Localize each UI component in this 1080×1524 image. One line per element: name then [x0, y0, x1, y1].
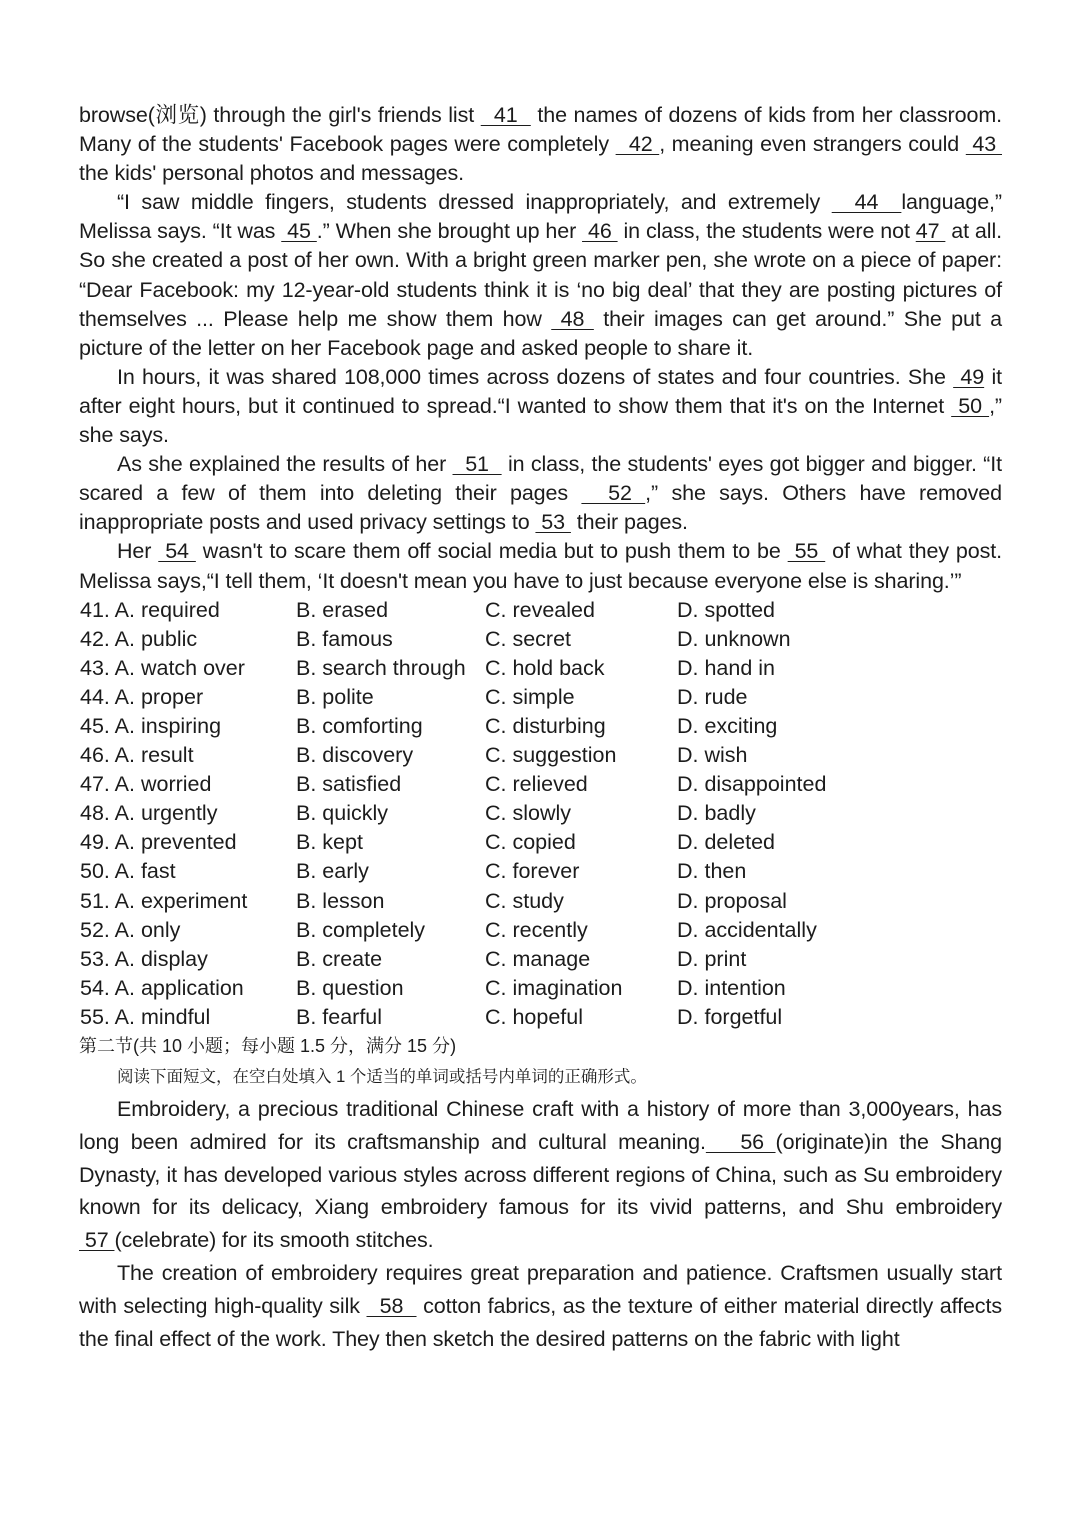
- answer-blank: 54: [158, 539, 196, 564]
- text-run: browse(浏览) through the girl's friends list: [79, 103, 481, 127]
- option-row: [79, 741, 1002, 770]
- text-run: Her: [117, 539, 159, 564]
- answer-blank: 46: [582, 219, 618, 244]
- text-run: , meaning even strangers could: [659, 132, 966, 157]
- option-b: B. create: [296, 946, 383, 971]
- paragraph: [79, 1257, 1002, 1355]
- option-b: B. fearful: [296, 1004, 383, 1029]
- option-row: [79, 945, 1002, 974]
- option-row: [79, 1003, 1002, 1032]
- text-run: the names of dozens of kids from her classroom. Many of the students' Facebook pages were completely: [79, 103, 1002, 157]
- option-b: B. search through: [296, 655, 466, 680]
- option-c: C. suggestion: [485, 743, 617, 768]
- paragraph: [79, 537, 1002, 595]
- answer-blank: 49: [953, 364, 985, 389]
- option-row: [79, 654, 1002, 683]
- option-b: B. polite: [296, 684, 374, 709]
- option-d: D. then: [677, 859, 747, 884]
- option-d: D. intention: [677, 975, 786, 1000]
- option-b: B. lesson: [296, 888, 385, 913]
- option-row: [79, 857, 1002, 886]
- option-a: 52. A. only: [80, 917, 181, 942]
- text-run: the kids' personal photos and messages.: [79, 161, 465, 186]
- option-a: 46. A. result: [80, 743, 194, 768]
- text-run: in class, the students' eyes got bigger and bigger. “It scared a few of them into deleting their pages: [79, 452, 1002, 506]
- exam-page: [79, 101, 1002, 1355]
- option-a: 54. A. application: [80, 975, 244, 1000]
- option-c: C. relieved: [485, 772, 588, 797]
- text-run: their images can get around.” She put a picture of the letter on her Facebook page and asked people to share it.: [79, 306, 1003, 360]
- option-a: 44. A. proper: [80, 684, 204, 709]
- option-row: [79, 625, 1002, 654]
- option-row: [79, 596, 1002, 625]
- option-b: B. kept: [296, 830, 363, 855]
- option-row: [79, 974, 1002, 1003]
- text-run: it after eight hours, but it continued to spread.“I wanted to show them that it's on the Internet: [79, 364, 1002, 418]
- text-run: of what they post. Melissa says,“I tell them, ‘It doesn't mean you have to just because everyone else is sharing.’”: [79, 539, 1003, 593]
- grammar-fill-passage: [79, 1093, 1002, 1355]
- option-b: B. quickly: [296, 801, 389, 826]
- answer-blank: 47: [915, 219, 946, 244]
- text-run: wasn't to scare them off social media but to push them to be: [195, 539, 788, 564]
- paragraph: [79, 363, 1002, 450]
- option-c: C. forever: [485, 859, 580, 884]
- option-c: C. hopeful: [485, 1004, 584, 1029]
- option-d: D. disappointed: [677, 772, 827, 797]
- option-row: [79, 828, 1002, 857]
- text-run: (originate)in the Shang Dynasty, it has developed various styles across different regions of China, such as Su embroidery known for its delicacy, Xiang embroidery famous for its vivid patterns, and Shu embroidery: [79, 1129, 1002, 1220]
- section2-heading: 第二节(共 10 小题；每小题 1.5 分，满分 15 分): [79, 1036, 457, 1056]
- answer-blank: 52: [581, 481, 646, 506]
- option-b: B. comforting: [296, 713, 423, 738]
- option-b: B. satisfied: [296, 772, 402, 797]
- option-d: D. wish: [677, 743, 748, 768]
- option-c: C. study: [485, 888, 564, 913]
- option-d: D. deleted: [677, 830, 776, 855]
- text-run: (celebrate) for its smooth stitches.: [114, 1228, 434, 1253]
- option-d: D. proposal: [677, 888, 787, 913]
- option-b: B. question: [296, 975, 404, 1000]
- answer-blank: 50: [951, 393, 990, 418]
- option-c: C. slowly: [485, 801, 572, 826]
- option-a: 48. A. urgently: [80, 801, 218, 826]
- option-d: D. badly: [677, 801, 756, 826]
- option-c: C. simple: [485, 684, 575, 709]
- answer-blank: 55: [787, 539, 826, 564]
- option-c: C. hold back: [485, 655, 605, 680]
- answer-blank: 56: [705, 1129, 776, 1154]
- option-c: C. secret: [485, 626, 572, 651]
- answer-blank: 57: [79, 1228, 115, 1253]
- answer-blank: 48: [551, 306, 594, 331]
- option-c: C. recently: [485, 917, 588, 942]
- option-a: 51. A. experiment: [80, 888, 248, 913]
- option-a: 42. A. public: [80, 626, 198, 651]
- option-a: 41. A. required: [80, 597, 220, 622]
- option-c: C. imagination: [485, 975, 623, 1000]
- option-row: [79, 683, 1002, 712]
- option-c: C. copied: [485, 830, 576, 855]
- text-run: As she explained the results of her: [117, 452, 453, 477]
- section2-instruction: 阅读下面短文，在空白处填入 1 个适当的单词或括号内单词的正确形式。: [117, 1068, 647, 1086]
- option-a: 53. A. display: [80, 946, 208, 971]
- option-b: B. early: [296, 859, 369, 884]
- option-d: D. unknown: [677, 626, 791, 651]
- option-b: B. completely: [296, 917, 426, 942]
- option-b: B. discovery: [296, 743, 414, 768]
- text-run: The creation of embroidery requires great preparation and patience. Craftsmen usually start with selecting high-quality silk: [79, 1260, 1002, 1318]
- option-a: 49. A. prevented: [80, 830, 237, 855]
- text-run: cotton fabrics, as the texture of either material directly affects the final effect of the work. They then sketch the desired patterns on the fabric with light: [79, 1293, 1002, 1351]
- text-run: at all. So she created a post of her own. With a bright green marker pen, she wrote on a piece of paper: “Dear Facebook: my 12-year-old students think it is ‘no big deal’ that they are posting pictures of themselves ... Please help me show them how: [79, 219, 1003, 331]
- option-a: 47. A. worried: [80, 772, 212, 797]
- option-a: 55. A. mindful: [80, 1004, 211, 1029]
- option-row: [79, 887, 1002, 916]
- answer-blank: 42: [615, 132, 660, 157]
- answer-blank: 44: [831, 190, 902, 215]
- option-d: D. forgetful: [677, 1004, 783, 1029]
- text-run: Embroidery, a precious traditional Chinese craft with a history of more than 3,000years, has long been admired for its craftsmanship and cultural meaning.: [79, 1097, 1002, 1154]
- option-a: 45. A. inspiring: [80, 713, 222, 738]
- option-c: C. disturbing: [485, 713, 606, 738]
- option-c: C. revealed: [485, 597, 595, 622]
- paragraph: [79, 101, 1002, 188]
- option-row: [79, 712, 1002, 741]
- option-row: [79, 770, 1002, 799]
- text-run: language,” Melissa says. “It was: [79, 190, 1002, 244]
- paragraph: [79, 450, 1002, 537]
- text-run: .” When she brought up her: [316, 219, 583, 244]
- option-row: [79, 916, 1002, 945]
- text-run: in class, the students were not: [617, 219, 916, 244]
- text-run: “I saw middle fingers, students dressed inappropriately, and extremely: [117, 190, 832, 215]
- option-d: D. hand in: [677, 655, 776, 680]
- options-table: [79, 596, 1002, 1032]
- option-d: D. accidentally: [677, 917, 817, 942]
- cloze-passage: [79, 101, 1002, 596]
- option-row: [79, 799, 1002, 828]
- option-a: 50. A. fast: [80, 859, 176, 884]
- text-run: In hours, it was shared 108,000 times across dozens of states and four countries. She: [117, 364, 954, 389]
- text-run: their pages.: [570, 510, 688, 535]
- option-d: D. spotted: [677, 597, 775, 622]
- option-d: D. exciting: [677, 713, 778, 738]
- answer-blank: 43: [965, 132, 1002, 157]
- answer-blank: 53: [535, 510, 571, 535]
- option-a: 43. A. watch over: [80, 655, 245, 680]
- answer-blank: 58: [366, 1293, 417, 1318]
- option-c: C. manage: [485, 946, 591, 971]
- option-d: D. rude: [677, 684, 748, 709]
- text-run: ,” she says. Others have removed inappropriate posts and used privacy settings to: [79, 481, 1002, 535]
- option-b: B. famous: [296, 626, 393, 651]
- paragraph: [79, 1093, 1002, 1257]
- text-run: ,” she says.: [79, 393, 1002, 448]
- option-b: B. erased: [296, 597, 389, 622]
- paragraph: [79, 188, 1002, 363]
- answer-blank: 45: [281, 219, 317, 244]
- answer-blank: 51: [452, 452, 502, 477]
- option-d: D. print: [677, 946, 747, 971]
- answer-blank: 41: [480, 103, 531, 127]
